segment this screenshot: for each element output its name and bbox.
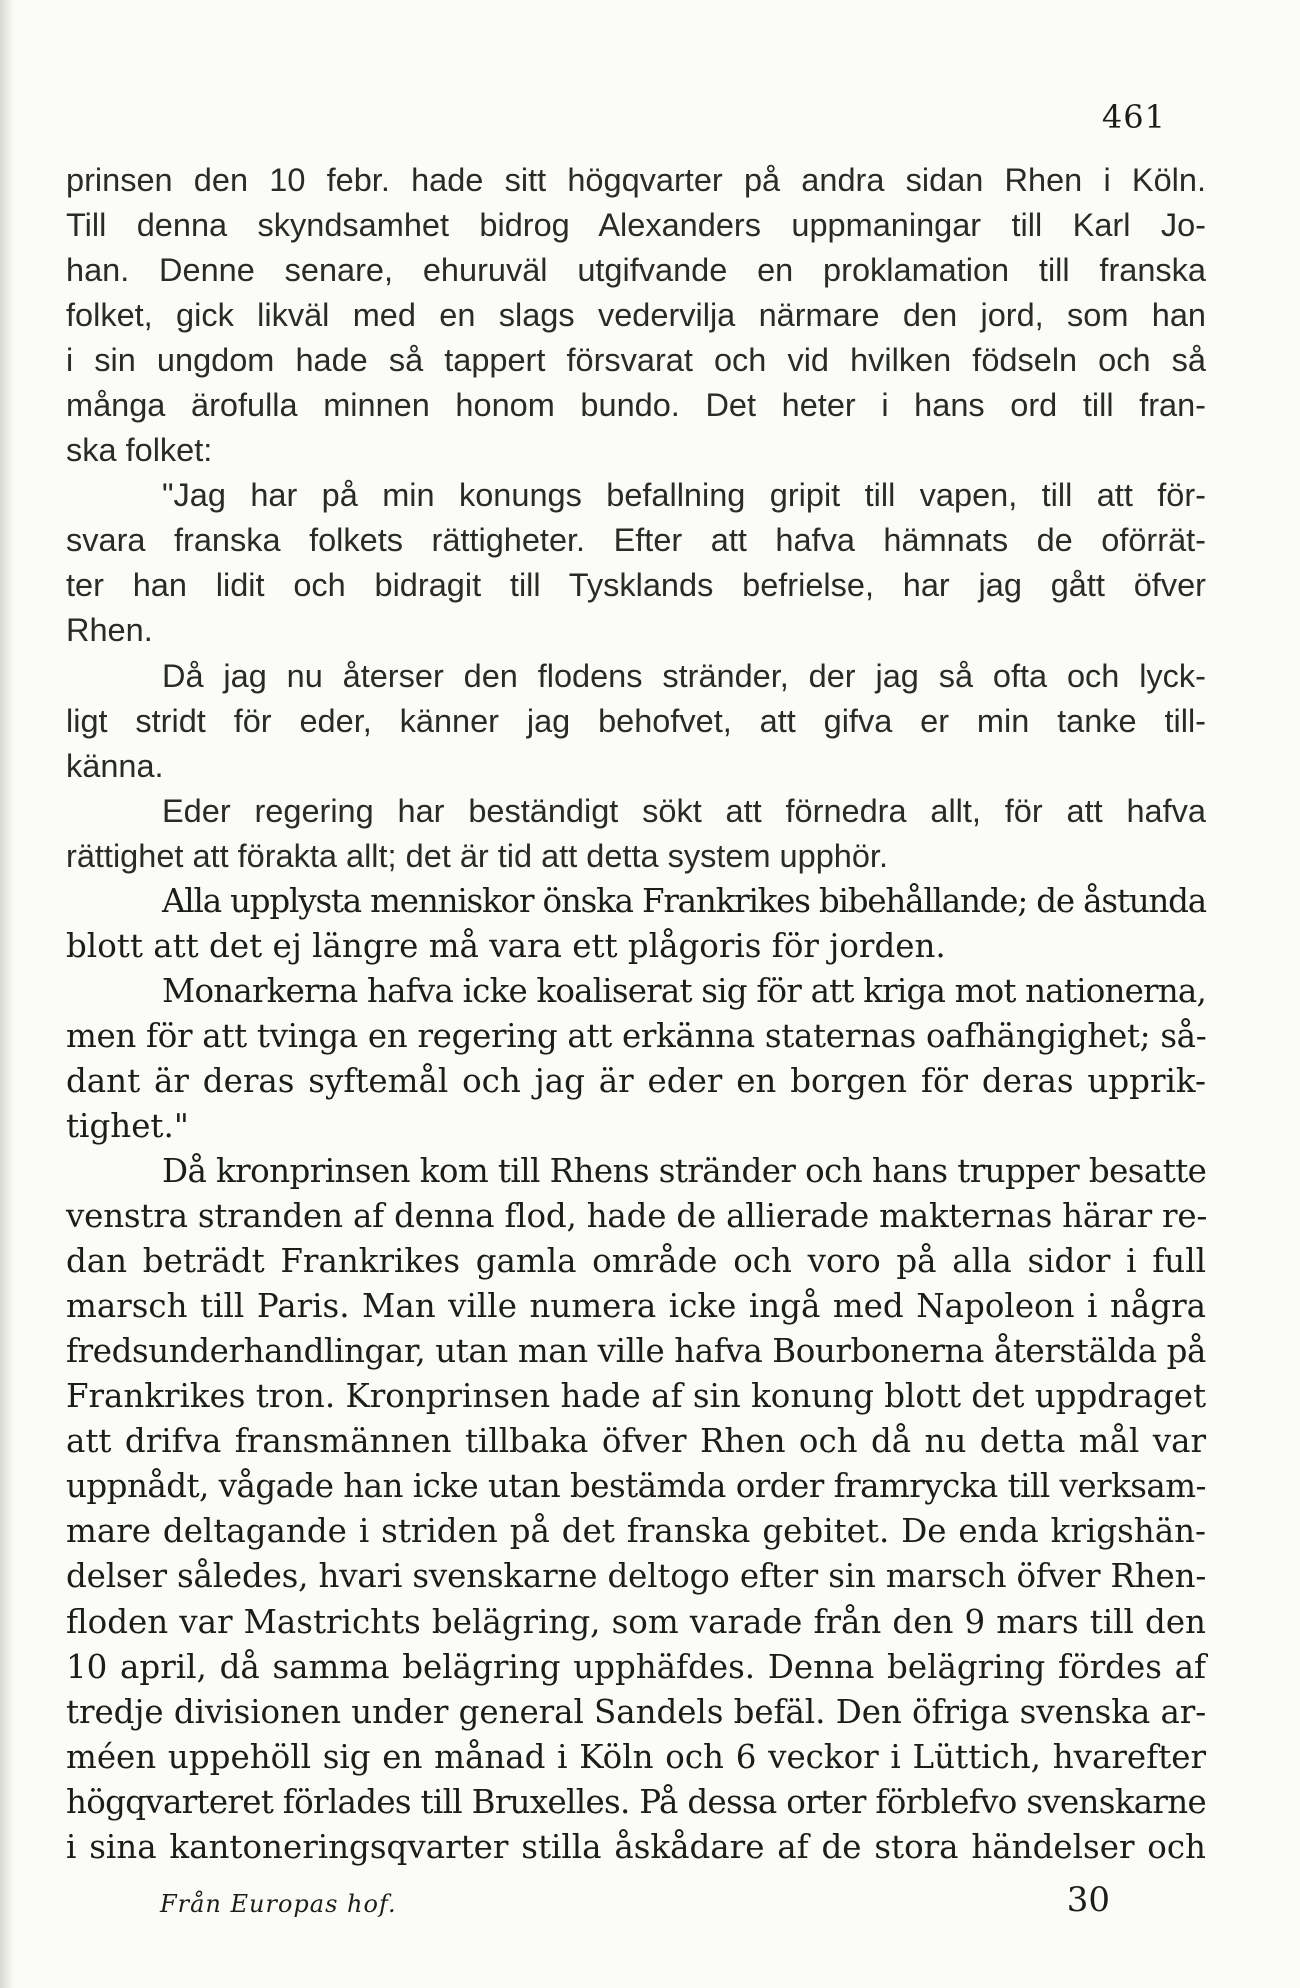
text-line: floden var Mastrichts belägring, som varade från den 9 mars till den <box>66 1602 1206 1641</box>
text-line: ska folket: <box>66 432 213 469</box>
text-line: 10 april, då samma belägring upphäfdes. Denna belägring fördes af <box>66 1647 1206 1686</box>
text-line: rättighet att förakta allt; det är tid att detta system upphör. <box>66 837 888 874</box>
text-line: fredsunderhandlingar, utan man ville hafva Bourbonerna återstälda på <box>66 1332 1206 1371</box>
text-line: känna. <box>66 747 164 784</box>
text-line: han. Denne senare, ehuruväl utgifvande en proklamation till franska <box>66 252 1206 289</box>
page-edge-shadow <box>0 0 14 1988</box>
text-line: svara franska folkets rättigheter. Efter att hafva hämnats de oförrät- <box>66 522 1206 559</box>
text-line: mare deltagande i striden på det franska gebitet. De enda krigshän- <box>66 1512 1206 1551</box>
text-line: Då jag nu återser den flodens stränder, der jag så ofta och lyck- <box>162 657 1206 694</box>
text-line: venstra stranden af denna flod, hade de allierade makternas härar re- <box>66 1197 1208 1236</box>
footer-signature: Från Europas hof. <box>160 1890 397 1918</box>
text-line: ligt stridt för eder, känner jag behofvet, att gifva er min tanke till- <box>66 702 1206 739</box>
text-line: blott att det ej längre må vara ett plågoris för jorden. <box>66 926 946 965</box>
text-line: i sina kantoneringsqvarter stilla åskådare af de stora händelser och <box>66 1827 1206 1866</box>
text-line: men för att tvinga en regering att erkänna staternas oafhängighet; så- <box>66 1016 1207 1055</box>
text-line: marsch till Paris. Man ville numera icke ingå med Napoleon i några <box>66 1287 1206 1326</box>
text-line: folket, gick likväl med en slags vedervilja närmare den jord, som han <box>66 297 1206 334</box>
text-line: ter han lidit och bidragit till Tysklands befrielse, har jag gått öfver <box>66 567 1206 604</box>
text-line: Då kronprinsen kom till Rhens stränder och hans trupper besatte <box>162 1152 1207 1191</box>
text-line: högqvarteret förlades till Bruxelles. På dessa orter förblefvo svenskarne <box>66 1782 1206 1821</box>
text-line: Eder regering har beständigt sökt att förnedra allt, för att hafva <box>162 792 1206 829</box>
text-line: många ärofulla minnen honom bundo. Det heter i hans ord till fran- <box>66 387 1206 424</box>
text-line: uppnådt, vågade han icke utan bestämda order framrycka till verksam- <box>66 1467 1206 1506</box>
page-footer <box>160 1880 1110 1930</box>
sheet-number: 30 <box>1066 1880 1110 1920</box>
text-line: Till denna skyndsamhet bidrog Alexanders uppmaningar till Karl Jo- <box>66 207 1206 244</box>
text-line: Rhen. <box>66 612 153 649</box>
text-line: méen uppehöll sig en månad i Köln och 6 veckor i Lüttich, hvarefter <box>66 1737 1206 1776</box>
text-line: prinsen den 10 febr. hade sitt högqvarter på andra sidan Rhen i Köln. <box>66 162 1206 198</box>
text-line: Alla upplysta menniskor önska Frankrikes bibehållande; de åstunda <box>162 881 1206 920</box>
body-text <box>66 158 1206 1870</box>
text-line: dan beträdt Frankrikes gamla område och voro på alla sidor i full <box>66 1242 1206 1281</box>
text-line: dant är deras syftemål och jag är eder en borgen för deras upprik- <box>66 1061 1206 1100</box>
text-line: "Jag har på min konungs befallning gripit till vapen, till att för- <box>162 477 1206 514</box>
text-line: i sin ungdom hade så tappert försvarat och vid hvilken födseln och så <box>66 342 1206 379</box>
page-number: 461 <box>1101 98 1166 136</box>
text-line: Frankrikes tron. Kronprinsen hade af sin konung blott det uppdraget <box>66 1377 1206 1416</box>
text-line: Monarkerna hafva icke koaliserat sig för att kriga mot nationerna, <box>162 971 1206 1010</box>
text-line: att drifva fransmännen tillbaka öfver Rhen och då nu detta mål var <box>66 1422 1206 1461</box>
text-line: tredje divisionen under general Sandels befäl. Den öfriga svenska ar- <box>66 1692 1207 1731</box>
text-line: delser således, hvari svenskarne deltogo efter sin marsch öfver Rhen- <box>66 1557 1207 1596</box>
text-line: tighet." <box>66 1106 189 1145</box>
